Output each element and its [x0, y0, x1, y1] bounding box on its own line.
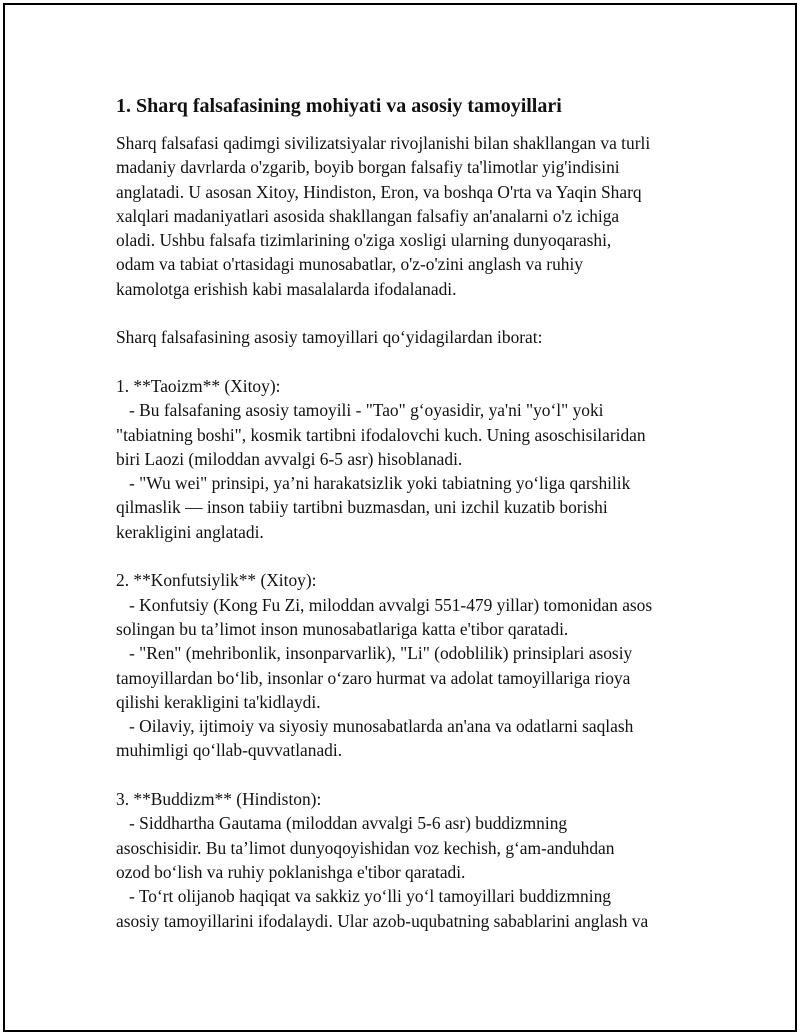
- paragraph-gap: [116, 763, 716, 787]
- paragraph-gap: [116, 301, 716, 325]
- section-body-confucianism: - Konfutsiy (Kong Fu Zi, miloddan avvalgi 551-479 yillar) tomonidan asos solingan bu ta’limot inson munosabatlariga katta e'tibor qaratadi. - "Ren" (mehribonlik, insonparvarlik), "Li" (odoblilik) prinsiplari asosiy tamoyillardan bo‘lib, insonlar o‘zaro hurmat va adolat tamoyillariga rioya qilishi kerakligini ta'kidlaydi. - Oilaviy, ijtimoiy va siyosiy munosabatlarda an'ana va odatlarni saqlash muhimligi qo‘llab-quvvatlanadi.: [116, 594, 653, 761]
- document-content: [116, 93, 716, 933]
- intro-paragraph: Sharq falsafasi qadimgi sivilizatsiyalar rivojlanishi bilan shakllangan va turli madaniy davrlarda o'zgarib, boyib borgan falsafiy ta'limotlar yig'indisini anglatadi. U asosan Xitoy, Hindiston, Eron, va boshqa O'rta va Yaqin Sharq xalqlari madaniyatlari asosida shakllangan falsafiy an'analarni o'z ichiga oladi. Ushbu falsafa tizimlarining o'ziga xosligi ularning dunyoqarashi, odam va tabiat o'rtasidagi munosabatlar, o'z-o'zini anglash va ruhiy kamolotga erishish kabi masalalarda ifodalanadi.: [116, 133, 651, 299]
- document-title: 1. Sharq falsafasining mohiyati va asosiy tamoyillari: [116, 95, 562, 117]
- section-heading-confucianism: 2. **Konfutsiylik** (Xitoy):: [116, 570, 317, 591]
- paragraph-gap: [116, 544, 716, 568]
- section-heading-taoism: 1. **Taoizm** (Xitoy):: [116, 375, 281, 396]
- paragraph-gap: [116, 350, 716, 374]
- section-body-taoism: - Bu falsafaning asosiy tamoyili - "Tao" g‘oyasidir, ya'ni "yo‘l" yoki "tabiatning boshi", kosmik tartibni ifodalovchi kuch. Uning asoschisilaridan biri Laozi (miloddan avvalgi 6-5 asr) hisoblanadi. - "Wu wei" prinsipi, ya’ni harakatsizlik yoki tabiatning yo‘liga qarshilik qilmaslik — inson tabiiy tartibni buzmasdan, uni izchil kuzatib borishi kerakligini anglatadi.: [116, 400, 646, 542]
- section-body-buddhism: - Siddhartha Gautama (miloddan avvalgi 5-6 asr) buddizmning asoschisidir. Bu ta’limot dunyoqoyishidan voz kechish, g‘am-anduhdan ozod bo‘lish va ruhiy poklanishga e'tibor qaratadi. - To‘rt olijanob haqiqat va sakkiz yo‘lli yo‘l tamoyillari buddizmning asosiy tamoyillarini ifodalaydi. Ular azob-uqubatning sabablarini anglash va: [116, 813, 649, 931]
- section-heading-buddhism: 3. **Buddizm** (Hindiston):: [116, 789, 322, 810]
- principles-intro: Sharq falsafasining asosiy tamoyillari qo‘yidagilardan iborat:: [116, 327, 543, 348]
